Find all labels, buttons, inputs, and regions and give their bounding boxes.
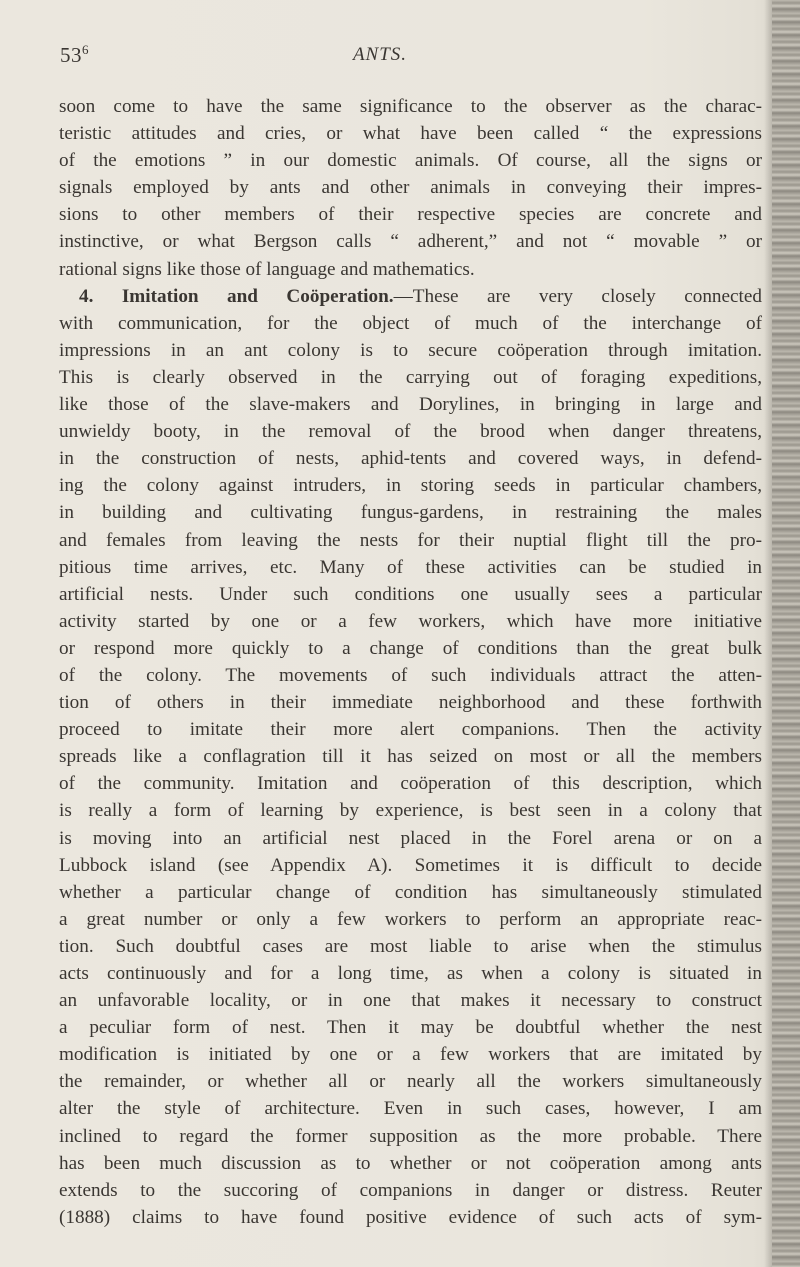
text-line: tion of others in their immediate neighborhood and these forthwith xyxy=(59,692,762,714)
text-line: in building and cultivating fungus-gardens, in restraining the males xyxy=(59,502,762,524)
text-line: tion. Such doubtful cases are most liable to arise when the stimulus xyxy=(59,935,762,957)
section-heading-line xyxy=(59,283,762,310)
section-heading: Imitation and Coöperation. xyxy=(121,285,394,307)
running-title: ANTS. xyxy=(352,44,408,65)
text-line: of the community. Imitation and coöperation of this description, which xyxy=(59,773,762,795)
text-line: soon come to have the same significance to the observer as the charac- xyxy=(59,96,762,117)
page-gutter-shadow xyxy=(764,0,772,1267)
text-line: artificial nests. Under such conditions one usually sees a particular xyxy=(59,583,762,605)
text-line: like those of the slave-makers and Dorylines, in bringing in large and xyxy=(59,394,762,416)
text-line: a great number or only a few workers to perform an appropriate reac- xyxy=(59,908,762,930)
text-line: of the colony. The movements of such individuals attract the atten- xyxy=(59,664,762,686)
text-line: unwieldy booty, in the removal of the brood when danger threatens, xyxy=(59,421,762,443)
text-line: a peculiar form of nest. Then it may be doubtful whether the nest xyxy=(59,1017,762,1039)
text-line: an unfavorable locality, or in one that makes it necessary to construct xyxy=(59,990,762,1012)
text-line: is moving into an artificial nest placed in the Forel arena or on a xyxy=(59,827,762,849)
text-line: with communication, for the object of much of the interchange of xyxy=(59,312,762,334)
page-edge xyxy=(772,0,800,1267)
text-line: signals employed by ants and other animals in conveying their impres- xyxy=(59,177,762,199)
text-line: proceed to imitate their more alert companions. Then the activity xyxy=(59,719,762,741)
text-line: ing the colony against intruders, in storing seeds in particular chambers, xyxy=(59,475,762,497)
text-line: spreads like a conflagration till it has seized on most or all the members xyxy=(59,746,762,768)
text-line: whether a particular change of condition has simultaneously stimulated xyxy=(59,881,762,903)
text-line: inclined to regard the former supposition as the more probable. There xyxy=(59,1125,762,1147)
text-line: is really a form of learning by experience, is best seen in a colony that xyxy=(59,800,762,822)
page-header xyxy=(60,42,760,72)
text-line: This is clearly observed in the carrying out of foraging expeditions, xyxy=(59,366,762,388)
text-line: sions to other members of their respective species are concrete and xyxy=(59,204,762,226)
section-heading-text: —These are very closely connected xyxy=(393,285,763,307)
text-line: alter the style of architecture. Even in such cases, however, I am xyxy=(59,1098,762,1120)
text-line: the remainder, or whether all or nearly all the workers simultaneously xyxy=(59,1071,762,1093)
text-line: impressions in an ant colony is to secure coöperation through imitation. xyxy=(59,339,762,361)
page-number: $53^6$ xyxy=(60,42,89,67)
text-line: and females from leaving the nests for their nuptial flight till the pro- xyxy=(59,529,762,551)
text-line: or respond more quickly to a change of conditions than the great bulk xyxy=(59,637,762,659)
body-text xyxy=(59,93,762,1231)
text-line: Lubbock island (see Appendix A). Sometimes it is difficult to decide xyxy=(59,854,762,876)
text-line: teristic attitudes and cries, or what have been called “ the expressions xyxy=(59,123,762,145)
text-line: activity started by one or a few workers, which have more initiative xyxy=(59,610,762,632)
text-line: acts continuously and for a long time, as when a colony is situated in xyxy=(59,963,762,984)
section-number: 4. xyxy=(79,285,94,307)
text-line: rational signs like those of language and mathematics. xyxy=(59,258,475,280)
text-line: has been much discussion as to whether or not coöperation among ants xyxy=(59,1152,762,1174)
text-line: modification is initiated by one or a few workers that are imitated by xyxy=(59,1044,762,1066)
text-line: in the construction of nests, aphid-tents and covered ways, in defend- xyxy=(59,448,762,470)
text-line: (1888) claims to have found positive evidence of such acts of sym- xyxy=(59,1206,762,1228)
text-line: extends to the succoring of companions in danger or distress. Reuter xyxy=(59,1179,762,1201)
text-line: instinctive, or what Bergson calls “ adherent,” and not “ movable ” or xyxy=(59,231,762,253)
text-line: of the emotions ” in our domestic animals. Of course, all the signs or xyxy=(59,150,762,172)
text-line: pitious time arrives, etc. Many of these activities can be studied in xyxy=(59,556,762,578)
